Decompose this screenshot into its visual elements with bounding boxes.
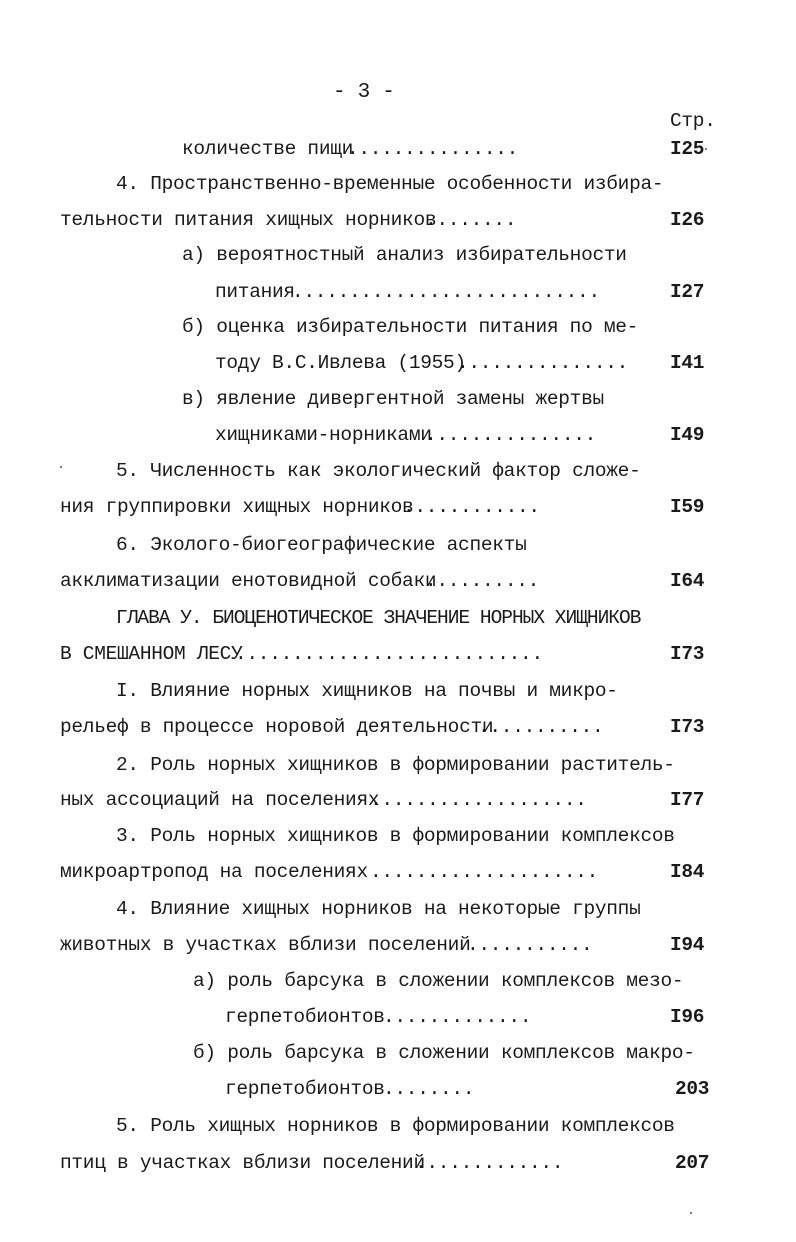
toc-leader: ............... (347, 138, 519, 160)
toc-page-number: 207 (675, 1152, 710, 1174)
toc-leader: ........................... (235, 643, 543, 665)
toc-line: птиц в участках вблизи поселений (60, 1152, 425, 1174)
toc-line: животных в участках вблизи поселений (60, 934, 471, 956)
toc-line: хищниками-норниками (215, 424, 432, 446)
page-number: - 3 - (333, 81, 395, 104)
toc-line: тельности питания хищных норников (60, 209, 437, 231)
toc-page-number: I49 (670, 424, 705, 446)
toc-page-number: I64 (670, 570, 705, 592)
scan-speck (690, 1212, 692, 1214)
toc-line: рельеф в процессе норовой деятельности (60, 716, 494, 738)
toc-line: I. Влияние норных хищников на почвы и микро- (116, 680, 618, 702)
toc-line: питания (215, 281, 295, 303)
toc-page-number: I84 (670, 861, 705, 883)
toc-line: 6. Эколого-биогеографические аспекты (116, 534, 527, 556)
toc-leader: ........ (425, 209, 517, 231)
toc-line: 4. Влияние хищных норников на некоторые группы (116, 898, 641, 920)
toc-leader: ........ (383, 1078, 475, 1100)
toc-line: В СМЕШАННОМ ЛЕСУ (60, 643, 243, 665)
toc-page-number: I27 (670, 281, 705, 303)
chapter-heading: ГЛАВА У. БИОЦЕНОТИЧЕСКОЕ ЗНАЧЕНИЕ НОРНЫХ ХИЩНИКОВ (116, 607, 641, 629)
toc-line: тоду В.С.Ивлева (1955) (215, 352, 466, 374)
toc-page-number: I41 (670, 352, 705, 374)
toc-line: а) роль барсука в сложении комплексов мезо- (193, 970, 684, 992)
toc-page-number: I73 (670, 643, 705, 665)
toc-leader: ............... (425, 424, 597, 446)
toc-page-number: I59 (670, 496, 705, 518)
toc-leader: ............. (383, 1006, 532, 1028)
column-header-page: Стр. (670, 110, 716, 132)
toc-line: 4. Пространственно-временные особенности избира- (116, 173, 664, 195)
toc-line: герпетобионтов (225, 1006, 385, 1028)
toc-line: количестве пищи (182, 138, 354, 160)
scan-speck (705, 148, 707, 150)
toc-line: 5. Роль хищных норников в формировании комплексов (116, 1115, 675, 1137)
toc-leader: ................... (370, 789, 587, 811)
toc-leader: ........... (467, 934, 593, 956)
toc-page-number: I73 (670, 716, 705, 738)
toc-leader: ........................... (292, 281, 600, 303)
toc-line: акклиматизации енотовидной собаки (60, 570, 437, 592)
toc-leader: ............. (415, 1152, 564, 1174)
toc-line: в) явление дивергентной замены жертвы (182, 388, 604, 410)
toc-line: б) роль барсука в сложении комплексов макро- (193, 1042, 695, 1064)
toc-page-number: I96 (670, 1006, 705, 1028)
toc-leader: .................... (370, 861, 599, 883)
toc-page-number: I26 (670, 209, 705, 231)
toc-line: ния группировки хищных норников (60, 496, 414, 518)
toc-line: а) вероятностный анализ избирательности (182, 244, 627, 266)
toc-line: 3. Роль норных хищников в формировании комплексов (116, 825, 675, 847)
toc-line: герпетобионтов (225, 1078, 385, 1100)
toc-line: 2. Роль норных хищников в формировании раститель- (116, 754, 675, 776)
toc-page-number: I77 (670, 789, 705, 811)
toc-page-number: I94 (670, 934, 705, 956)
toc-leader: ............... (457, 352, 629, 374)
toc-leader: ........... (478, 716, 604, 738)
toc-leader: ............ (403, 496, 540, 518)
toc-leader: .......... (425, 570, 540, 592)
toc-line: микроартропод на поселениях (60, 861, 368, 883)
scan-speck (60, 466, 62, 468)
toc-page-number: I25 (670, 138, 705, 160)
toc-page-number: 203 (675, 1078, 710, 1100)
toc-line: 5. Численность как экологический фактор сложе- (116, 460, 641, 482)
toc-line: ных ассоциаций на поселениях (60, 789, 380, 811)
toc-line: б) оценка избирательности питания по ме- (182, 316, 639, 338)
